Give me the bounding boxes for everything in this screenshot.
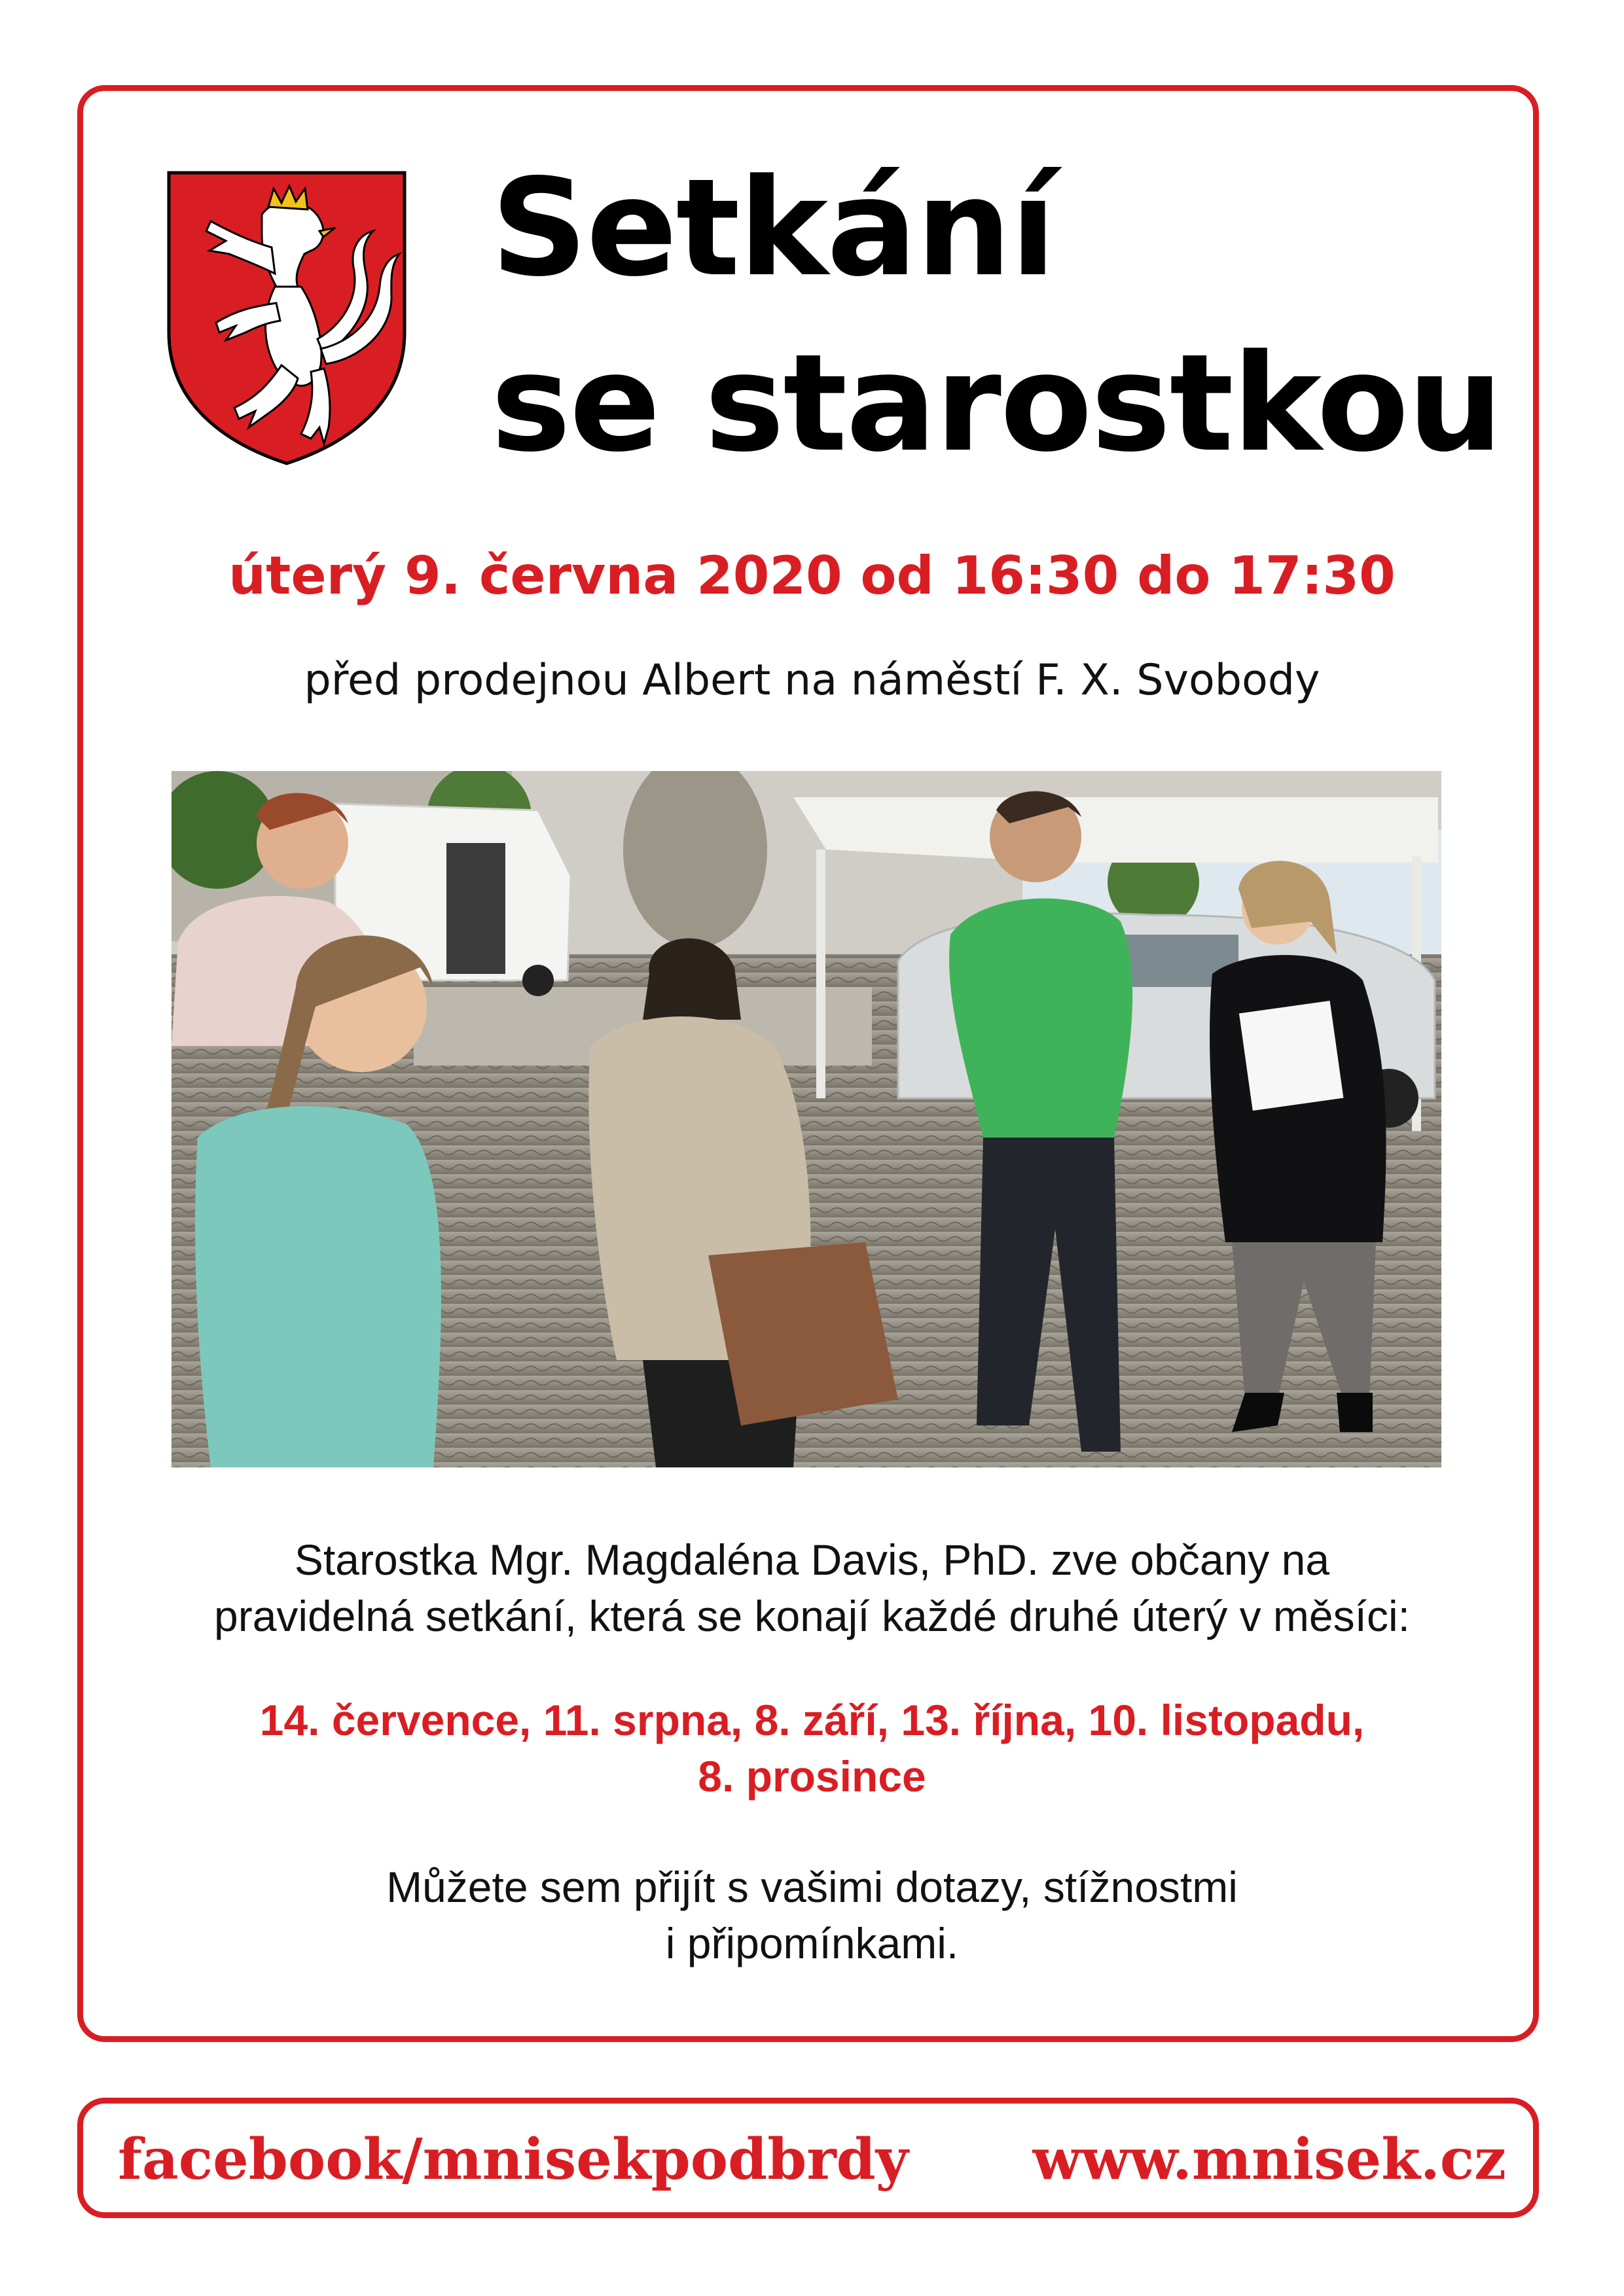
upcoming-dates-line-1: 14. července, 11. srpna, 8. září, 13. října, 10. listopadu, <box>259 1696 1365 1744</box>
person-2 <box>195 1106 441 1467</box>
facebook-link[interactable]: facebook/mnisekpodbrdy <box>118 2126 909 2193</box>
event-place: před prodejnou Albert na náměstí F. X. Svobody <box>304 656 1320 705</box>
closing-line-2: i připomínkami. <box>665 1919 959 1967</box>
invitation-text <box>0 1532 1624 1644</box>
handbag <box>708 1242 898 1426</box>
papers <box>1239 1001 1344 1111</box>
invitation-line-1: Starostka Mgr. Magdaléna Davis, PhD. zve občany na <box>294 1535 1330 1584</box>
upcoming-dates-line-2: 8. prosince <box>698 1752 926 1801</box>
invitation-line-2: pravidelná setkání, která se konají každé druhé úterý v měsíci: <box>214 1592 1410 1640</box>
coat-of-arms-icon <box>164 169 410 467</box>
tent-roof <box>793 797 1438 863</box>
person-4 <box>949 899 1132 1138</box>
title-line-1: Setkání <box>491 151 1055 306</box>
closing-line-1: Můžete sem přijít s vašimi dotazy, stížnostmi <box>386 1863 1238 1911</box>
website-link[interactable]: www.mnisek.cz <box>1032 2126 1506 2193</box>
closing-text <box>0 1859 1624 1971</box>
event-photo <box>171 771 1441 1467</box>
event-date-time: úterý 9. června 2020 od 16:30 do 17:30 <box>228 545 1396 606</box>
upcoming-dates <box>0 1692 1624 1804</box>
title-line-2: se starostkou <box>491 326 1502 482</box>
page-title <box>491 141 1502 492</box>
